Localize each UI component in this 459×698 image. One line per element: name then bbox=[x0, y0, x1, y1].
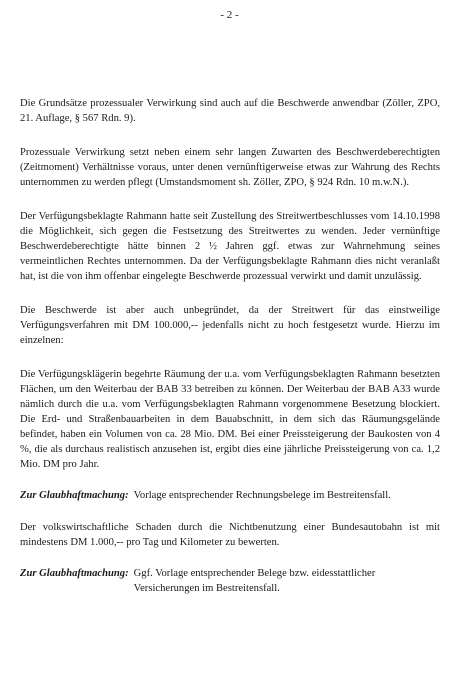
paragraph-unbegruendet: Die Beschwerde ist aber auch unbegründet, da der Streitwert für das einstweilige Verfügungsverfahren mit DM 100.000,-- jedenfalls nicht zu hoch festgesetzt wurde. Hierzu im einzelnen: bbox=[20, 305, 440, 346]
glaubhaftmachung-2 bbox=[20, 566, 440, 596]
glaubhaftmachung-text: Ggf. Vorlage entsprechender Belege bzw. eidesstattlicher Versicherungen im Bestreitensfall. bbox=[133, 568, 376, 594]
glaubhaftmachung-text: Vorlage entsprechender Rechnungsbelege im Bestreitensfall. bbox=[133, 490, 391, 501]
paragraph-verfuegungsbeklagter: Der Verfügungsbeklagte Rahmann hatte seit Zustellung des Streitwertbeschlusses vom 14.10.1998 die Möglichkeit, sich gegen die Festsetzung des Streitwertes zu wenden. Jeder vernünftige Beschwerdeberechtigte hätte binnen 2 ½ Jahren ggf. etwas zur Wahrnehmung seines vermeintlichen Rechtes unternommen. Da der Verfügungsbeklagte Rahmann dies nicht veranlaßt hat, ist die von ihm offenbar eingelegte Beschwerde prozessual verwirkt und damit unzulässig. bbox=[20, 211, 440, 282]
paragraph-prozessuale-verwirkung: Prozessuale Verwirkung setzt neben einem sehr langen Zuwarten des Beschwerdeberechtigten (Zeitmoment) Verhältnisse voraus, unter denen vernünftigerweise etwas zur Wahrung des Rechts unternommen zu werden pflegt (Umstandsmoment sh. Zöller, ZPO, § 924 Rdn. 10 m.w.N.). bbox=[20, 147, 440, 188]
paragraph-volkswirtschaftlicher-schaden: Der volkswirtschaftliche Schaden durch die Nichtbenutzung einer Bundesautobahn ist mit mindestens DM 1.000,-- pro Tag und Kilometer zu bewerten. bbox=[20, 522, 440, 548]
glaubhaftmachung-1 bbox=[20, 488, 440, 503]
glaubhaftmachung-label: Zur Glaubhaftmachung: bbox=[20, 490, 129, 501]
document-body bbox=[20, 96, 440, 613]
page-number: - 2 - bbox=[220, 9, 239, 21]
glaubhaftmachung-label: Zur Glaubhaftmachung: bbox=[20, 568, 129, 579]
paragraph-verwirkung-grundsaetze: Die Grundsätze prozessualer Verwirkung sind auch auf die Beschwerde anwendbar (Zöller, ZPO, 21. Auflage, § 567 Rdn. 9). bbox=[20, 98, 440, 124]
paragraph-raeumung: Die Verfügungsklägerin begehrte Räumung der u.a. vom Verfügungsbeklagten Rahmann besetzten Flächen, um den Weiterbau der BAB 33 betreiben zu können. Der Weiterbau der BAB A33 wurde nämlich durch die u.a. vom Verfügungsbeklagten Rahmann vorgenommene Besetzung blockiert. Die Erd- und Straßenbauarbeiten in dem Bauabschnitt, in dem sich das Räumungsgelände befindet, haben ein Volumen von ca. 28 Mio. DM. Bei einer Preissteigerung der Baukosten von 4 %, die als durchaus realistisch anzusehen ist, ergibt dies eine jährliche Preissteigerung von ca. 1,2 Mio. DM pro Jahr. bbox=[20, 369, 440, 470]
